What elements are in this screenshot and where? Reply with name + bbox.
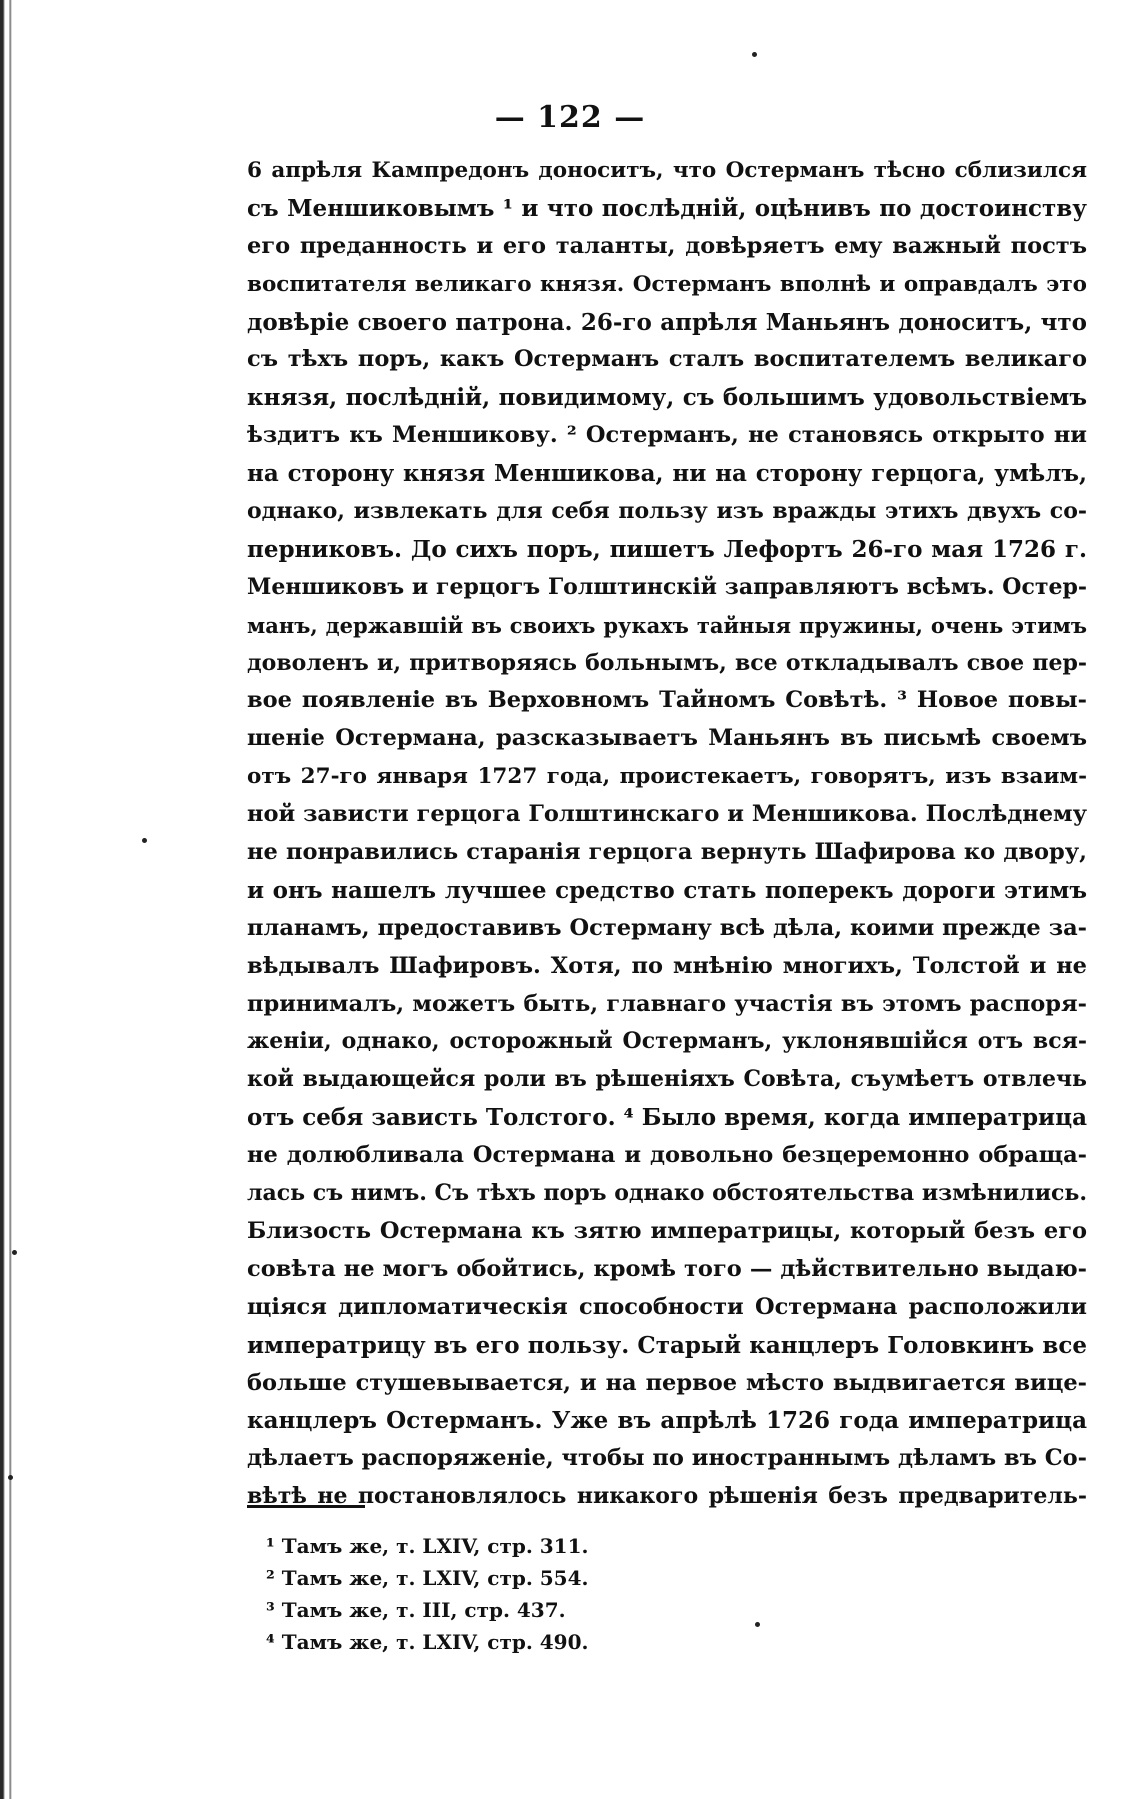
text-line: довѣріе своего патрона. 26-го апрѣля Маньянъ доноситъ, что [247,308,1087,336]
text-line: женіи, однако, осторожный Остерманъ, уклонявшійся отъ вся- [247,1028,1087,1055]
scan-speck [8,1475,13,1480]
text-line: ѣздитъ къ Меншикову. ² Остерманъ, не становясь открыто ни [247,422,1087,449]
footnote: ³ Тамъ же, т. III, стр. 437. [266,1598,566,1622]
footnote-rule [247,1505,365,1508]
text-line: канцлеръ Остерманъ. Уже въ апрѣлѣ 1726 года императрица [247,1407,1087,1435]
text-line: ной зависти герцога Голштинскаго и Меншикова. Послѣднему [247,801,1087,828]
footnote: ⁴ Тамъ же, т. LXIV, стр. 490. [266,1630,589,1654]
text-line: перниковъ. До сихъ поръ, пишетъ Лефортъ 26-го мая 1726 г. [247,535,1087,563]
text-line: щіяся дипломатическія способности Остермана расположили [247,1293,1087,1320]
text-line: больше стушевывается, и на первое мѣсто выдвигается вице- [247,1369,1087,1396]
scan-speck [12,1250,17,1255]
text-line: вое появленіе въ Верховномъ Тайномъ Совѣтѣ. ³ Новое повы- [247,687,1087,714]
text-line: вѣтѣ не постановлялось никакого рѣшенія безъ предваритель- [247,1483,1087,1510]
scan-speck [142,838,147,843]
text-line: съ тѣхъ поръ, какъ Остерманъ сталъ воспитателемъ великаго [247,346,1087,373]
page-number: — 122 — [494,100,646,135]
text-line: князя, послѣдній, повидимому, съ большимъ удовольствіемъ [247,384,1087,412]
text-line: манъ, державшій въ своихъ рукахъ тайныя пружины, очень этимъ [247,612,1087,638]
footnote: ² Тамъ же, т. LXIV, стр. 554. [266,1566,589,1590]
text-line: съ Меншиковымъ ¹ и что послѣдній, оцѣнивъ по достоинству [247,194,1087,222]
text-line: не понравились старанія герцога вернуть Шафирова ко двору, [247,839,1087,866]
text-line: совѣта не могъ обойтись, кромѣ того — дѣйствительно выдаю- [247,1255,1087,1282]
text-line: Меншиковъ и герцогъ Голштинскій заправляютъ всѣмъ. Остер- [247,573,1087,600]
text-line: однако, извлекать для себя пользу изъ вражды этихъ двухъ со- [247,498,1087,525]
text-line: и онъ нашелъ лучшее средство стать поперекъ дороги этимъ [247,876,1087,904]
text-line: кой выдающейся роли въ рѣшеніяхъ Совѣта, съумѣетъ отвлечь [247,1066,1087,1093]
text-line: вѣдывалъ Шафировъ. Хотя, по мнѣнію многихъ, Толстой и не [247,952,1087,979]
text-line: воспитателя великаго князя. Остерманъ вполнѣ и оправдалъ это [247,271,1087,297]
text-line: отъ себя зависть Толстого. ⁴ Было время, когда императрица [247,1104,1087,1132]
scan-speck [752,52,757,57]
body-text [247,152,1087,1516]
text-line: отъ 27-го января 1727 года, проистекаетъ, говорятъ, изъ взаим- [247,764,1087,790]
text-line: императрицу въ его пользу. Старый канцлеръ Головкинъ все [247,1331,1087,1359]
text-line: принималъ, можетъ быть, главнаго участія въ этомъ распоря- [247,990,1087,1017]
text-line: дѣлаетъ распоряженіе, чтобы по иностраннымъ дѣламъ въ Со- [247,1445,1087,1472]
footnotes [266,1530,766,1658]
text-line: Близость Остермана къ зятю императрицы, который безъ его [247,1217,1087,1244]
text-line: лась съ нимъ. Съ тѣхъ поръ однако обстоятельства измѣнились. [247,1180,1087,1207]
footnote: ¹ Тамъ же, т. LXIV, стр. 311. [266,1534,589,1558]
text-line: на сторону князя Меншикова, ни на сторону герцога, умѣлъ, [247,460,1087,488]
text-line: не долюбливала Остермана и довольно безцеремонно обраща- [247,1142,1087,1169]
scan-edge [0,0,12,1799]
text-line: 6 апрѣля Кампредонъ доноситъ, что Остерманъ тѣсно сблизился [247,158,1087,183]
text-line: шеніе Остермана, разсказываетъ Маньянъ въ письмѣ своемъ [247,725,1087,752]
text-line: планамъ, предоставивъ Остерману всѣ дѣла, коими прежде за- [247,914,1087,941]
text-line: доволенъ и, притворяясь больнымъ, все откладывалъ свое пер- [247,649,1087,676]
text-line: его преданность и его таланты, довѣряетъ ему важный постъ [247,232,1087,259]
